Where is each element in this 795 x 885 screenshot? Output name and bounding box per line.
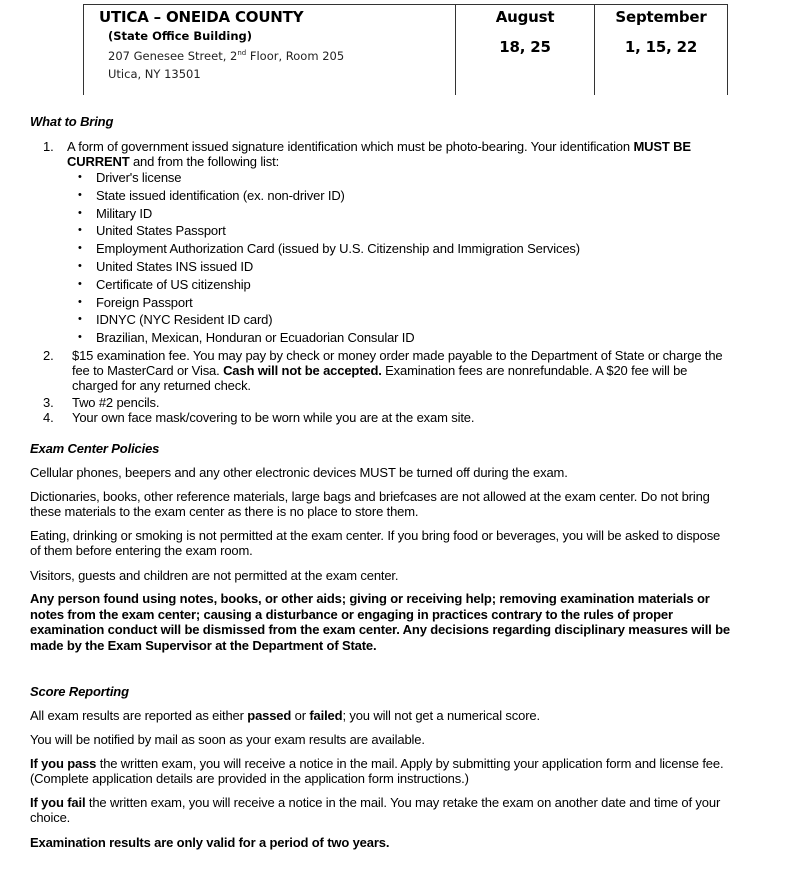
id-list-item: United States INS issued ID [96, 259, 254, 274]
id-list-item: Foreign Passport [96, 294, 193, 310]
bullet-icon: • [78, 224, 82, 237]
address-superscript: nd [237, 49, 247, 57]
location-name: UTICA – ONEIDA COUNTY [99, 8, 304, 26]
score-validity-note: Examination results are only valid for a period of two years. [30, 835, 390, 850]
section-heading-score-reporting: Score Reporting [30, 684, 129, 699]
policy-text: Eating, drinking or smoking is not permitted at the exam center. If you bring food or beverages, you will be asked to dispose [30, 528, 721, 543]
section-heading-what-to-bring: What to Bring [30, 114, 114, 129]
id-list-item: Military ID [96, 205, 153, 221]
item-emphasis: MUST BE [633, 139, 691, 154]
id-list-item: Brazilian, Mexican, Honduran or Ecuadorian Consular ID [96, 330, 415, 346]
month-dates: 18, 25 [499, 38, 551, 56]
policy-visitors: Visitors, guests and children are not permitted at the exam center. [30, 568, 399, 583]
list-item-3-text: Two #2 pencils. [72, 395, 160, 410]
month-cell-september [595, 5, 727, 95]
address-text-rest: Floor, Room 205 [246, 48, 345, 63]
score-text: All exam results are reported as either [30, 708, 248, 723]
item-text: and from the following list: [129, 154, 280, 169]
item-text: charged for any returned check. [72, 378, 251, 393]
score-emphasis: If you fail [30, 795, 86, 810]
id-list-item: United States Passport [96, 223, 226, 239]
location-building: (State Office Building) [108, 29, 253, 43]
warning-line: Any person found using notes, books, or other aids; giving or receiving help; removing examination materials or [30, 591, 710, 606]
score-text: (Complete application details are provided in the application form instructions.) [30, 771, 469, 786]
score-emphasis: failed [309, 708, 343, 723]
score-text: the written exam, you will receive a notice in the mail. You may retake the exam on another date and time of your [85, 795, 721, 810]
exam-schedule-table [83, 4, 728, 95]
month-cell-august [456, 5, 595, 95]
warning-line: examination conduct will be dismissed from the exam center. Any decisions regarding disciplinary measures will be [30, 622, 730, 637]
warning-line: made by the Exam Supervisor at the Department of State. [30, 637, 377, 653]
score-notification: You will be notified by mail as soon as your exam results are available. [30, 732, 425, 747]
score-pass-fail [30, 708, 540, 723]
item-emphasis: CURRENT [67, 154, 130, 169]
score-if-fail [30, 795, 720, 825]
bullet-icon: • [78, 295, 82, 308]
month-name: August [495, 8, 555, 26]
item-text: fee to MasterCard or Visa. [72, 363, 224, 378]
list-number: 2. [43, 348, 54, 363]
bullet-icon: • [78, 206, 82, 219]
policy-text: Dictionaries, books, other reference materials, large bags and briefcases are not allowed at the exam center. Do not bring [30, 489, 710, 504]
list-number: 1. [43, 139, 54, 154]
list-item-2-text [72, 348, 792, 393]
id-list-item: IDNYC (NYC Resident ID card) [96, 312, 273, 328]
id-list-item: State issued identification (ex. non-driver ID) [96, 187, 345, 203]
bullet-icon: • [78, 331, 82, 344]
score-text: or [291, 708, 310, 723]
score-emphasis: If you pass [30, 756, 97, 771]
policy-food [30, 528, 720, 558]
item-text: Examination fees are nonrefundable. A $20 fee will be [381, 363, 688, 378]
bullet-icon: • [78, 313, 82, 326]
policy-electronics: Cellular phones, beepers and any other electronic devices MUST be turned off during the exam. [30, 465, 568, 480]
month-dates: 1, 15, 22 [624, 38, 698, 56]
location-cell [84, 5, 456, 95]
policy-text: of them before entering the exam room. [30, 543, 253, 558]
id-list-item: Employment Authorization Card (issued by U.S. Citizenship and Immigration Services) [96, 241, 580, 257]
list-item-4-text: Your own face mask/covering to be worn while you are at the exam site. [72, 410, 475, 425]
score-text: the written exam, you will receive a notice in the mail. Apply by submitting your application form and license fee. [96, 756, 724, 771]
list-number: 3. [43, 395, 54, 410]
list-number: 4. [43, 410, 54, 425]
id-list-item: Certificate of US citizenship [96, 276, 251, 292]
month-name: September [615, 8, 707, 26]
policy-text: these materials to the exam center as there is no place to store them. [30, 504, 419, 519]
location-address [108, 44, 455, 65]
score-text: choice. [30, 810, 71, 825]
bullet-icon: • [78, 188, 82, 201]
item-text: A form of government issued signature identification which must be photo-bearing. Your identification [67, 139, 634, 154]
id-list-item: Driver's license [96, 170, 182, 185]
policy-materials [30, 489, 710, 519]
item-text: $15 examination fee. You may pay by check or money order made payable to the Department of State or charge the [72, 348, 723, 363]
score-emphasis: passed [247, 708, 292, 723]
list-item-1-text [67, 139, 787, 169]
policy-dismissal-warning [30, 591, 730, 653]
bullet-icon: • [78, 171, 82, 183]
bullet-icon: • [78, 242, 82, 255]
bullet-icon: • [78, 260, 82, 272]
address-text: 207 Genesee Street, 2 [108, 48, 238, 63]
score-if-pass [30, 756, 723, 786]
warning-line: notes from the exam center; causing a disturbance or engaging in practices contrary to the rules of proper [30, 606, 673, 622]
bullet-icon: • [78, 277, 82, 290]
section-heading-exam-center-policies: Exam Center Policies [30, 441, 160, 456]
item-emphasis: Cash will not be accepted. [223, 363, 382, 378]
score-text: ; you will not get a numerical score. [342, 708, 540, 723]
location-city: Utica, NY 13501 [108, 66, 201, 81]
